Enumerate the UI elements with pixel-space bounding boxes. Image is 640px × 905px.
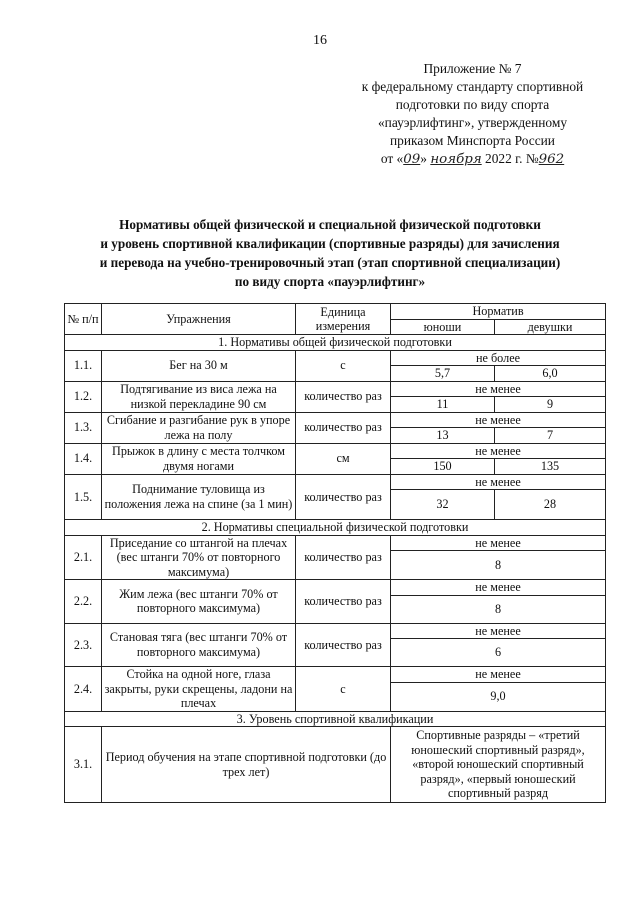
row-unit: количество раз [296, 623, 391, 667]
row-unit: количество раз [296, 580, 391, 624]
row-unit: количество раз [296, 474, 391, 520]
row-value: 6 [391, 639, 606, 667]
appendix-line-5: приказом Минспорта России [390, 133, 555, 148]
row-condition: не менее [391, 535, 606, 551]
row-value: 8 [391, 595, 606, 623]
row-condition: не менее [391, 474, 606, 490]
row-value: 9,0 [391, 682, 606, 711]
row-condition: не менее [391, 623, 606, 639]
row-girls-value: 6,0 [495, 366, 606, 382]
row-unit: количество раз [296, 381, 391, 412]
title-line-3: и перевода на учебно-тренировочный этап (этап спортивной специализации) [99, 255, 561, 270]
row-condition: не менее [391, 667, 606, 683]
section-title: 1. Нормативы общей физической подготовки [65, 335, 606, 351]
row-condition: не менее [391, 381, 606, 397]
row-boys-value: 11 [391, 397, 495, 413]
appendix-line-4: «пауэрлифтинг», утвержденному [377, 115, 568, 130]
row-condition: не более [391, 350, 606, 366]
appendix-line-1: Приложение № 7 [423, 61, 522, 76]
document-title [60, 215, 600, 291]
title-line-1: Нормативы общей физической и специальной физической подготовки [119, 217, 541, 232]
section-title: 2. Нормативы специальной физической подготовки [65, 520, 606, 536]
row-exercise: Приседание со штангой на плечах (вес штанги 70% от повторного максимума) [102, 535, 296, 580]
row-value: Спортивные разряды – «третий юношеский спортивный разряд», «второй юношеский спортивный разряд», «первый юношеский спортивный разряд [391, 727, 606, 803]
header-exercise: Упражнения [102, 304, 296, 335]
row-num: 1.4. [65, 443, 102, 474]
row-exercise: Прыжок в длину с места толчком двумя ногами [102, 443, 296, 474]
row-exercise: Подтягивание из виса лежа на низкой перекладине 90 см [102, 381, 296, 412]
order-date-line [330, 150, 615, 169]
row-value: 8 [391, 551, 606, 580]
row-boys-value: 150 [391, 459, 495, 475]
row-condition: не менее [391, 443, 606, 459]
row-condition: не менее [391, 580, 606, 596]
appendix-line-3: подготовки по виду спорта [395, 97, 550, 112]
date-mid: » [420, 151, 431, 166]
row-exercise: Период обучения на этапе спортивной подготовки (до трех лет) [102, 727, 391, 803]
row-exercise: Бег на 30 м [102, 350, 296, 381]
row-girls-value: 9 [495, 397, 606, 413]
row-condition: не менее [391, 412, 606, 428]
date-year: 2022 г. № [481, 151, 539, 166]
row-unit: см [296, 443, 391, 474]
row-exercise: Поднимание туловища из положения лежа на спине (за 1 мин) [102, 474, 296, 520]
row-num: 1.2. [65, 381, 102, 412]
row-girls-value: 135 [495, 459, 606, 475]
row-exercise: Стойка на одной ноге, глаза закрыты, руки скрещены, ладони на плечах [102, 667, 296, 712]
row-num: 2.4. [65, 667, 102, 712]
title-line-2: и уровень спортивной квалификации (спортивные разряды) для зачисления [100, 236, 560, 251]
row-num: 1.1. [65, 350, 102, 381]
row-exercise: Становая тяга (вес штанги 70% от повторного максимума) [102, 623, 296, 667]
appendix-line-2: к федеральному стандарту спортивной [361, 79, 584, 94]
row-unit: с [296, 667, 391, 712]
section-title: 3. Уровень спортивной квалификации [65, 711, 606, 727]
row-exercise: Жим лежа (вес штанги 70% от повторного максимума) [102, 580, 296, 624]
row-unit: количество раз [296, 535, 391, 580]
appendix-header [330, 60, 615, 169]
header-num: № п/п [65, 304, 102, 335]
row-unit: количество раз [296, 412, 391, 443]
row-num: 2.1. [65, 535, 102, 580]
page-number: 16 [313, 33, 327, 48]
row-num: 2.3. [65, 623, 102, 667]
row-boys-value: 13 [391, 428, 495, 444]
row-num: 1.3. [65, 412, 102, 443]
handwritten-month: ноября [430, 152, 482, 167]
row-girls-value: 28 [495, 490, 606, 520]
header-norm: Норматив [391, 304, 606, 320]
header-girls: девушки [495, 319, 606, 335]
row-num: 3.1. [65, 727, 102, 803]
header-unit: Единица измерения [296, 304, 391, 335]
handwritten-order-number: 962 [538, 152, 565, 167]
row-boys-value: 32 [391, 490, 495, 520]
norms-table [64, 303, 606, 803]
row-boys-value: 5,7 [391, 366, 495, 382]
row-girls-value: 7 [495, 428, 606, 444]
row-unit: с [296, 350, 391, 381]
title-line-4: по виду спорта «пауэрлифтинг» [234, 274, 426, 289]
date-prefix: от « [380, 151, 404, 166]
row-num: 2.2. [65, 580, 102, 624]
row-num: 1.5. [65, 474, 102, 520]
row-exercise: Сгибание и разгибание рук в упоре лежа на полу [102, 412, 296, 443]
header-boys: юноши [391, 319, 495, 335]
handwritten-day: 09 [403, 152, 421, 167]
